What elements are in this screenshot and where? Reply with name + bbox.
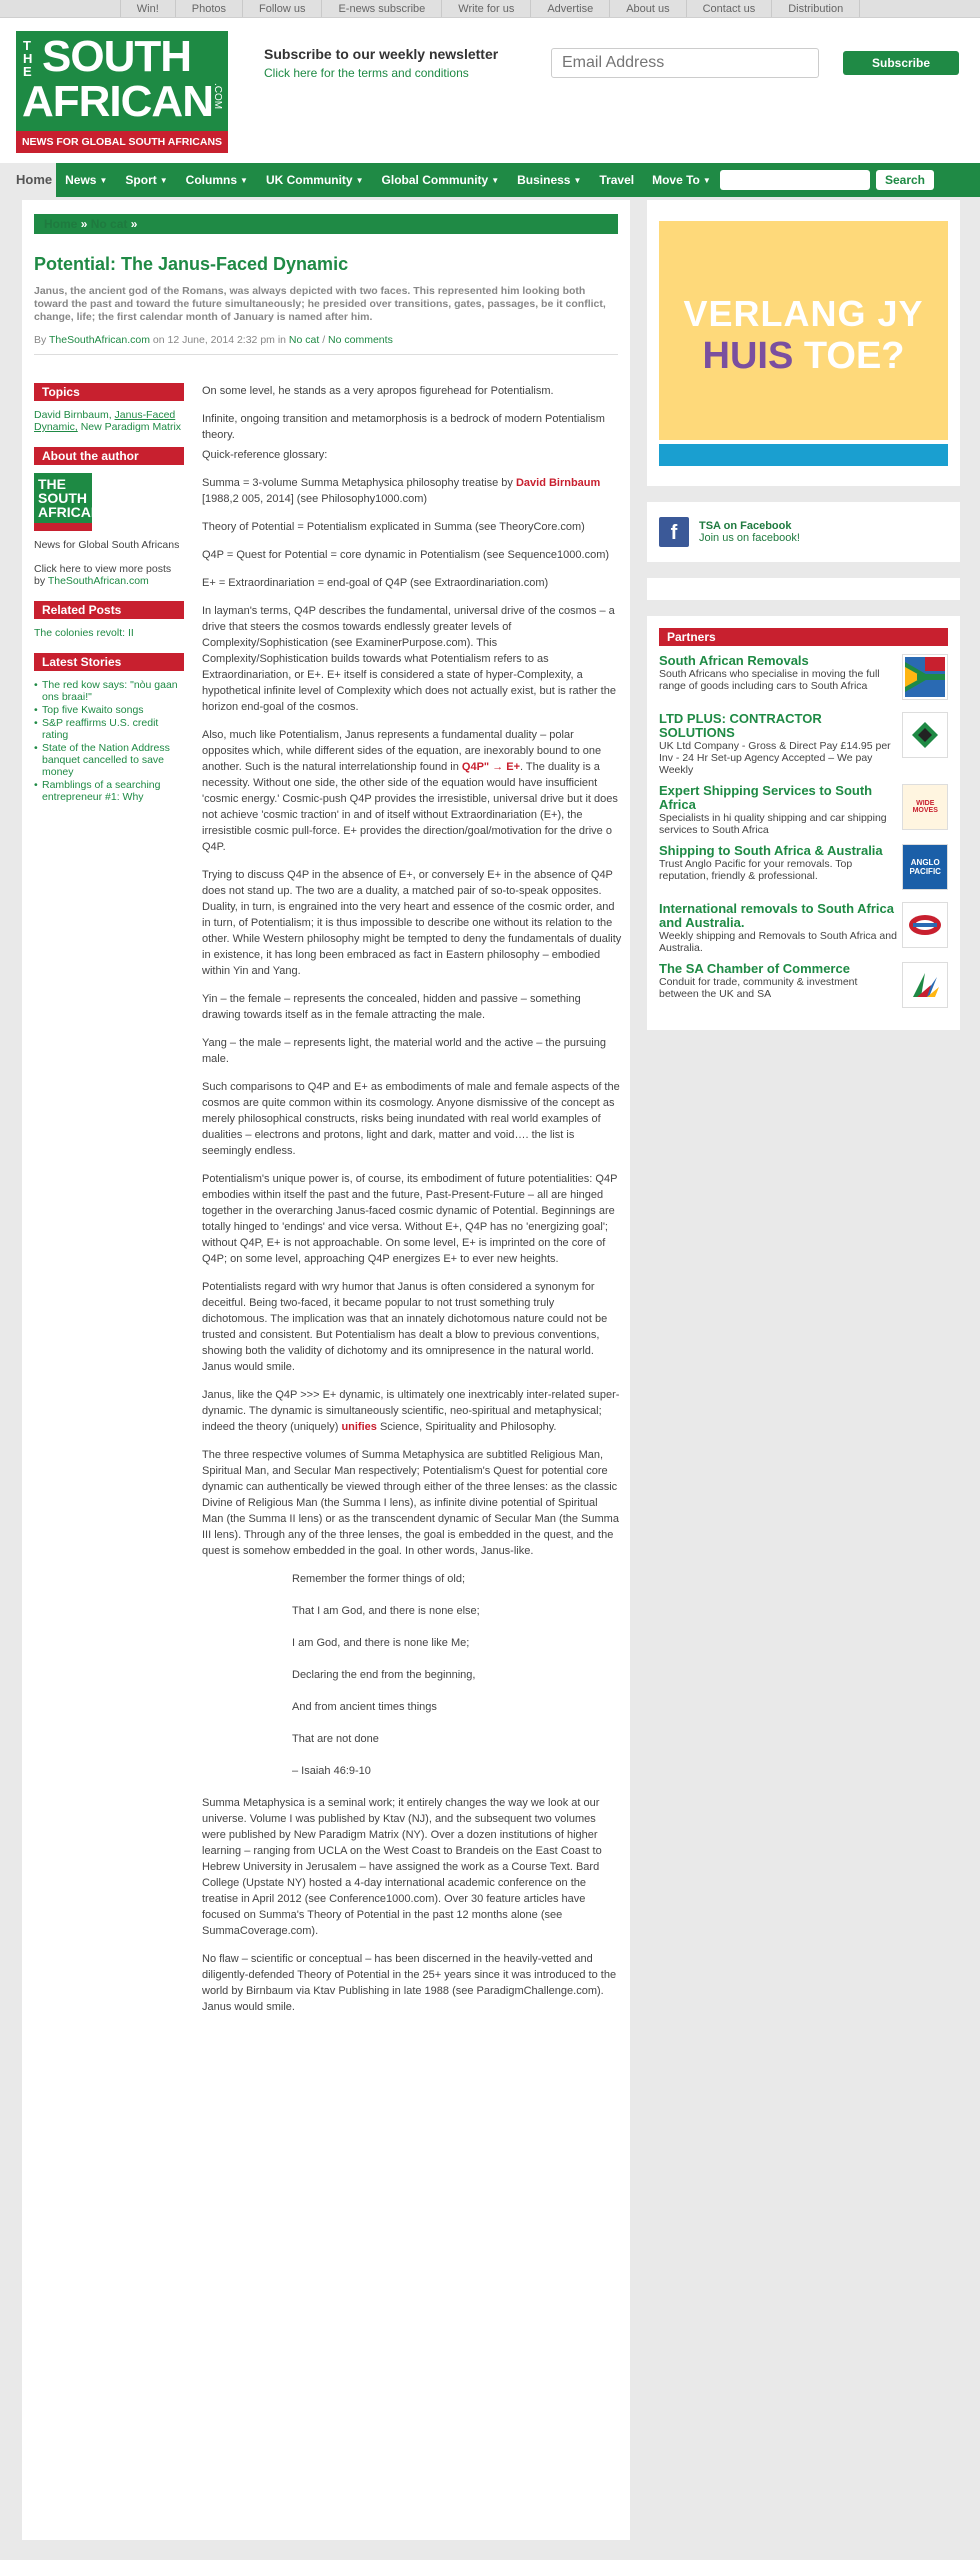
page-container (22, 200, 960, 2560)
masthead (0, 18, 980, 163)
partner-description: UK Ltd Company - Gross & Direct Pay £14.95 per Inv - 24 Hr Set-up Agency Accepted – We pay Weekly (659, 740, 891, 776)
nav-label: Move To (652, 173, 700, 187)
partner-item (659, 844, 948, 894)
partner-description: Weekly shipping and Removals to South Africa and Australia. (659, 930, 897, 954)
paragraph: Quick-reference glossary: (202, 449, 328, 461)
nav-label: News (65, 173, 97, 187)
site-logo[interactable] (16, 31, 228, 153)
paragraph (202, 475, 622, 507)
author-avatar[interactable] (34, 473, 101, 531)
partner-link[interactable]: South African Removals (659, 653, 809, 668)
nav-search-input[interactable] (720, 170, 870, 190)
facebook-icon[interactable]: f (659, 517, 689, 547)
caret-down-icon: ▼ (491, 175, 500, 185)
logo-the: THE (23, 38, 33, 79)
nav-label: Sport (125, 173, 157, 187)
paragraph: Trying to discuss Q4P in the absence of E+, or conversely E+ in the absence of Q4P does not stand up. The two are a duality, a matched pair of so-to-speak opposites. Duality, in turn, is engrained into the very heart and essence of the cosmic order, and in turn, of Potentialism; it is thus impossible to describe one without its relation to the other. While Western philosophy might be tempted to deny the fundamentals of duality in existence, it has long been embraced as fact in Eastern philosophy – embodied within Yin and Yang. (202, 869, 622, 977)
paragraph (202, 1387, 622, 1435)
ad-line-2 (659, 335, 948, 378)
nav-label: Travel (599, 173, 635, 187)
sa-chamber-logo-icon[interactable] (902, 962, 948, 1008)
paragraph: Potentialists regard with wry humor that Janus is often considered a synonym for deceitful. Being two-faced, it became popular to not trust something truly dichotomous. The implication was that an innately dichotomous nature could not be trusted and consistent. But Potentialism has dealt a blow to previous conventions, showing both the validity of dichotomy and its omnipresence in the natural world. Janus would smile. (202, 1281, 608, 1373)
list-item (34, 704, 184, 716)
nav-label: Global Community (381, 173, 489, 187)
breadcrumb-separator: » (130, 217, 138, 231)
right-sidebar (647, 200, 960, 1046)
partner-link[interactable]: The SA Chamber of Commerce (659, 961, 850, 976)
breadcrumb-separator: » (80, 217, 88, 231)
topic-link[interactable]: David Birnbaum, (34, 409, 112, 421)
nav-columns[interactable] (177, 163, 257, 197)
quote-line: And from ancient times things (292, 1701, 437, 1713)
nav-uk-community[interactable] (257, 163, 373, 197)
partner-text (659, 712, 898, 776)
top-links-bar (0, 0, 980, 18)
wide-moves-logo-icon[interactable]: WIDE MOVES (902, 784, 948, 830)
newsletter-title: Subscribe to our weekly newsletter (264, 46, 499, 62)
facebook-join-link[interactable]: Join us on facebook! (699, 532, 800, 544)
top-link-distribution[interactable]: Distribution (772, 0, 860, 17)
scripture-quote (202, 1571, 622, 1779)
byline-date: on 12 June, 2014 2:32 pm in (152, 334, 286, 346)
ltd-plus-logo-icon[interactable] (902, 712, 948, 758)
list-item (34, 742, 184, 778)
facebook-text (699, 520, 800, 544)
partner-description: Specialists in hi quality shipping and car shipping services to South Africa (659, 812, 887, 836)
author-description: News for Global South Africans (34, 539, 180, 551)
latest-story-link[interactable]: The red kow says: "nòu gaan ons braai!" (42, 679, 178, 703)
nav-search-button[interactable]: Search (876, 170, 934, 190)
paragraph: Such comparisons to Q4P and E+ as embodiments of male and female aspects of the cosmos are quite common within its cosmology. Anyone dismissive of the concept as merely philosophical constructs, risks being inundated with real world examples of dualities – electrons and protons, light and dark, matter and void…. the list is seemingly endless. (202, 1081, 620, 1157)
top-link-write[interactable]: Write for us (442, 0, 531, 17)
caret-down-icon: ▼ (159, 175, 168, 185)
top-link-about[interactable]: About us (610, 0, 686, 17)
quote-line: That I am God, and there is none else; (292, 1605, 480, 1617)
partner-link[interactable]: International removals to South Africa and Australia. (659, 901, 895, 930)
partner-item (659, 712, 948, 776)
partners-widget (647, 616, 960, 1030)
author-name-highlight: David Birnbaum (515, 477, 601, 489)
post-excerpt: Janus, the ancient god of the Romans, was always depicted with two faces. This represented him looking both toward the past and toward the future simultaneously; he presided over transitions, gates, passages, be it conflict, change, life; the first calendar month of January is named after him. (34, 285, 606, 323)
partner-item (659, 654, 948, 704)
partner-description: Trust Anglo Pacific for your removals. Top reputation, friendly & professional. (659, 858, 853, 882)
caret-down-icon: ▼ (573, 175, 582, 185)
partner-text (659, 902, 898, 954)
author-avatar-bar (34, 523, 92, 531)
about-author-heading: About the author (34, 447, 184, 465)
quote-line: Declaring the end from the beginning, (292, 1669, 476, 1681)
facebook-title[interactable]: TSA on Facebook (699, 520, 792, 532)
more-posts-label: Click here to view more posts by (34, 563, 172, 587)
partner-item (659, 784, 948, 836)
byline-author-link[interactable]: TheSouthAfrican.com (49, 334, 150, 346)
nav-sport[interactable] (116, 163, 176, 197)
paragraph: No flaw – scientific or conceptual – has been discerned in the heavily-vetted and diligently-defended Theory of Potential in the 25+ years since it was introduced to the world by Birnbaum via Ktav Publishing in late 1988 (see ParadigmChallenge.com). Janus would smile. (202, 1953, 617, 2013)
breadcrumb (34, 214, 618, 234)
topics-list (34, 409, 184, 433)
logo-african: AFRICAN (22, 77, 213, 126)
partner-item (659, 962, 948, 1012)
top-link-win[interactable]: Win! (120, 0, 176, 17)
partner-link[interactable]: Expert Shipping Services to South Africa (659, 783, 873, 812)
paragraph: In layman's terms, Q4P describes the fundamental, universal drive of the cosmos – a drive that steers the cosmos towards endlessly greater levels of Complexity/Sophistication (see ExaminerPurpose.com). This Complexity/Sophistication builds towards what Potentialism refers to as Extraordinariation, or E+. E+ itself is considered a state of hyper-Complexity, a hypothetical infinite level of Complexity which does not actually exist, but is rather the horizon end-goal of the cosmos. (202, 605, 616, 713)
nav-move-to[interactable] (643, 163, 720, 197)
caret-down-icon: ▼ (240, 175, 248, 185)
partner-text (659, 784, 898, 836)
logo-com: .COM (212, 83, 223, 110)
nav-home[interactable]: Home (0, 163, 56, 197)
top-link-contact[interactable]: Contact us (687, 0, 773, 17)
logo-south: SOUTH (42, 32, 191, 81)
top-link-enews[interactable]: E-news subscribe (322, 0, 442, 17)
logo-tagline: NEWS FOR GLOBAL SOUTH AFRICANS (16, 131, 228, 153)
partner-link[interactable]: Shipping to South Africa & Australia (659, 843, 883, 858)
paragraph: The three respective volumes of Summa Metaphysica are subtitled Religious Man, Spiritual Man, and Secular Man respectively; Potentialism's Quest for potential core dynamic can authentically be viewed through either of the three lenses: as the classic Divine of Religious Man (the Summa I lens), as infinite divine potential of Spiritual Man (the Summa II lens) or as the transcendent dynamic of Secular Man (the Summa III lens). Through any of the three lenses, the goal is embedded in the quest, and the quest is somehow embedded in the goal. In other words, Janus-like. (202, 1449, 619, 1557)
breadcrumb-category[interactable]: No cat (90, 217, 128, 231)
breadcrumb-home[interactable]: Home (44, 217, 78, 231)
caret-down-icon: ▼ (702, 175, 711, 185)
partner-description: South Africans who specialise in moving the full range of goods including cars to South Africa (659, 668, 880, 692)
paragraph: Potentialism's unique power is, of course, its embodiment of future potentialities: Q4P embodies within itself the past and the future, Past-Present-Future – all are hinged together in the overarching Janus-faced cosmic dynamic of Potential. Beginnings are totally hinged to 'endings' and vice versa. Without E+, Q4P has no 'energizing goal'; without Q4P, E+ is not approachable. On some level, E+ is imprinted on the core of Q4P; on some level, approaching Q4P energizes E+ to ever new heights. (202, 1173, 618, 1265)
main-nav (0, 163, 980, 197)
quote-line: I am God, and there is none like Me; (292, 1637, 470, 1649)
caret-down-icon: ▼ (355, 175, 364, 185)
ad-banner[interactable] (647, 200, 960, 486)
page-title: Potential: The Janus-Faced Dynamic (34, 254, 349, 274)
paragraph: Yin – the female – represents the concealed, hidden and passive – something drawing towards itself as in the female attracting the male. (202, 993, 581, 1021)
email-input[interactable] (551, 48, 819, 78)
byline-category-link[interactable]: No cat (288, 334, 320, 346)
newsletter-terms-link[interactable]: Click here for the terms and conditions (264, 66, 469, 80)
nav-news[interactable] (56, 163, 116, 197)
topic-link[interactable]: New Paradigm Matrix (80, 421, 182, 433)
latest-stories-heading: Latest Stories (34, 653, 184, 671)
related-posts-list (34, 627, 184, 639)
quote-citation: – Isaiah 46:9-10 (292, 1765, 371, 1777)
sa-flag-logo-icon[interactable] (902, 654, 948, 700)
paragraph: Summa Metaphysica is a seminal work; it entirely changes the way we look at our universe. Volume I was published by Ktav (NJ), and the subsequent two volumes were published by New Paradigm Matrix (NY). Over a dozen institutions of higher learning – ranging from UCLA on the West Coast to Brandeis on the East Coast to Hebrew University in Jerusalem – have assigned the work as a Course Text. Bard College (Upstate NY) hosted a 4-day international academic conference on the treatise in April 2012 (see Conference1000.com). Over 30 feature articles have focused on Summa's Theory of Potential in the past 12 months alone (see SummaCoverage.com). (202, 1797, 602, 1937)
paragraph: Infinite, ongoing transition and metamorphosis is a bedrock of modern Potentialism theory. (202, 413, 605, 441)
nav-business[interactable] (508, 163, 590, 197)
more-posts-text (34, 563, 184, 587)
about-author (34, 473, 184, 587)
nav-label: Columns (185, 173, 238, 187)
related-post-link[interactable]: The colonies revolt: II (34, 627, 134, 639)
partner-text (659, 844, 898, 894)
byline-by: By (34, 334, 47, 346)
latest-story-link[interactable]: S&P reaffirms U.S. credit rating (42, 717, 159, 741)
removals-logo-icon[interactable] (902, 902, 948, 948)
ad-line-1: VERLANG JY (683, 293, 924, 334)
nav-global-community[interactable] (373, 163, 509, 197)
partner-description: Conduit for trade, community & investment between the UK and SA (659, 976, 858, 1000)
paragraph-text: . The duality is a necessity. Without one side, the other side of the equation would have insufficient 'cosmic energy.' Cosmic-push Q4P provides the irresistible, universal drive but it does not achieve 'cosmic traction' in and of itself without Extraordinariation (E+), the irresistible cosmic pull-force. E+ provides the direction/goal/motivation for the drive o Q4P. (202, 761, 618, 853)
paragraph: Theory of Potential = Potentialism explicated in Summa (see TheoryCore.com) (202, 521, 585, 533)
ad-word-huis: HUIS (702, 335, 794, 377)
ad-stripe (659, 444, 948, 466)
caret-down-icon: ▼ (99, 175, 108, 185)
partner-text (659, 962, 898, 1012)
paragraph (202, 727, 622, 855)
byline-slash: / (322, 334, 326, 346)
author-avatar-text: THE SOUTH AFRICAN (38, 476, 101, 520)
latest-story-link[interactable]: Top five Kwaito songs (42, 704, 144, 716)
list-item (34, 779, 184, 803)
nav-travel[interactable] (590, 163, 643, 197)
partner-item (659, 902, 948, 954)
byline-comments-link[interactable]: No comments (328, 334, 393, 346)
ad-image[interactable] (659, 221, 948, 466)
top-link-advertise[interactable]: Advertise (531, 0, 610, 17)
latest-stories-list (34, 679, 184, 803)
related-posts-heading: Related Posts (34, 601, 184, 619)
partner-link[interactable]: LTD PLUS: CONTRACTOR SOLUTIONS (659, 711, 822, 740)
nav-label: UK Community (265, 173, 353, 187)
topic-link[interactable]: Janus-Faced Dynamic, (34, 409, 176, 433)
top-link-follow[interactable]: Follow us (243, 0, 322, 17)
post-byline (34, 334, 618, 355)
paragraph: E+ = Extraordinariation = end-goal of Q4P (see Extraordinariation.com) (202, 577, 549, 589)
latest-story-link[interactable]: State of the Nation Address banquet cancelled to save money (42, 742, 170, 778)
more-posts-author-link[interactable]: TheSouthAfrican.com (47, 575, 149, 587)
list-item (34, 717, 184, 741)
anglo-pacific-logo-icon[interactable]: ANGLO PACIFIC (902, 844, 948, 890)
paragraph-text: Janus, like the Q4P >>> E+ dynamic, is ultimately one inextricably inter-related super-dynamic. The dynamic is simultaneously scientific, neo-spiritual and metaphysical; indeed the theory (uniquely) (202, 1389, 620, 1433)
glossary-text: Summa = 3-volume Summa Metaphysica philosophy treatise by (202, 477, 513, 489)
paragraph-text: Science, Spirituality and Philosophy. (379, 1421, 557, 1433)
glossary-text: [1988,2 005, 2014] (see Philosophy1000.com) (202, 493, 428, 505)
partner-text (659, 654, 898, 704)
nav-label: Business (517, 173, 571, 187)
q4p-highlight: Q4P" → E+ (461, 761, 521, 773)
topics-heading: Topics (34, 383, 184, 401)
list-item (34, 679, 184, 703)
paragraph-text: Also, much like Potentialism, Janus represents a fundamental duality – polar opposites which, while different sides of the equation, are inexorably bound to one another. Such is the natural interrelationship found in (202, 729, 602, 773)
partners-heading: Partners (659, 628, 948, 646)
paragraph: On some level, he stands as a very apropos figurehead for Potentialism. (202, 385, 554, 397)
paragraph: Yang – the male – represents light, the material world and the active – the pursuing male. (202, 1037, 606, 1065)
top-link-photos[interactable]: Photos (176, 0, 243, 17)
empty-widget (647, 578, 960, 600)
main-column (22, 200, 630, 2540)
quote-line: That are not done (292, 1733, 379, 1745)
ad-word-toe: TOE? (803, 335, 905, 377)
unifies-highlight: unifies (341, 1421, 377, 1433)
quote-line: Remember the former things of old; (292, 1573, 466, 1585)
latest-story-link[interactable]: Ramblings of a searching entrepreneur #1: Why (42, 779, 161, 803)
paragraph: Q4P = Quest for Potential = core dynamic in Potentialism (see Sequence1000.com) (202, 549, 610, 561)
facebook-widget (647, 502, 960, 562)
post-sidebar (34, 383, 184, 817)
article-body (202, 383, 622, 2027)
subscribe-button[interactable]: Subscribe (843, 51, 959, 75)
